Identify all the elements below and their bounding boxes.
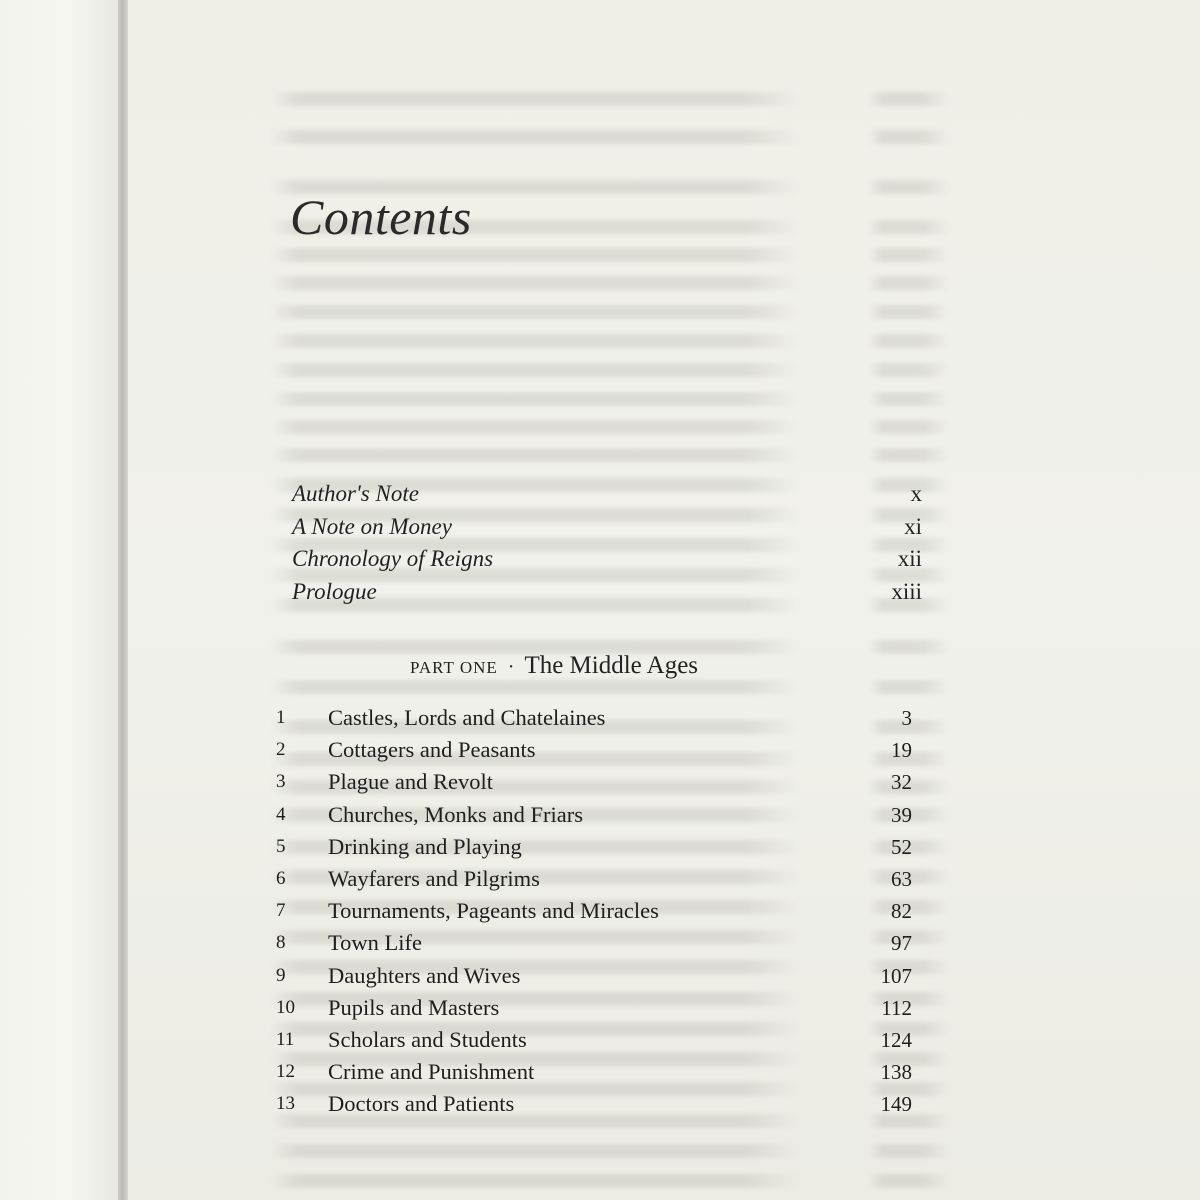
chapter-page: 39 (891, 802, 912, 827)
chapter-number: 10 (276, 996, 295, 1018)
chapter-page: 149 (880, 1092, 912, 1117)
chapter-entry (276, 1057, 912, 1089)
chapter-title: Wayfarers and Pilgrims (328, 865, 540, 891)
entry-page: x (910, 481, 922, 506)
entry-page: xiii (891, 578, 922, 604)
chapter-entry (276, 961, 912, 993)
chapter-entry (276, 1089, 912, 1121)
chapter-number: 5 (276, 835, 286, 857)
chapter-entry (276, 1025, 912, 1057)
chapter-title: Crime and Punishment (328, 1059, 535, 1085)
chapter-page: 112 (881, 995, 912, 1020)
entry-page: xi (904, 513, 922, 539)
chapter-page: 107 (880, 963, 912, 988)
chapter-title: Daughters and Wives (328, 962, 521, 988)
chapter-number: 1 (276, 707, 286, 728)
entry-page: xii (897, 546, 922, 571)
part-separator: · (507, 656, 515, 678)
chapter-entry (276, 735, 912, 767)
chapter-number: 9 (276, 964, 286, 986)
front-matter-list (292, 478, 922, 608)
chapter-entry (276, 832, 912, 864)
chapter-number: 13 (276, 1093, 295, 1115)
part-label: PART ONE (410, 658, 498, 677)
chapter-number: 3 (276, 771, 286, 793)
chapter-entry (276, 703, 912, 735)
chapter-title: Tournaments, Pageants and Miracles (328, 898, 659, 924)
entry-title: Author's Note (292, 481, 419, 506)
front-matter-entry (292, 511, 922, 544)
chapter-number: 6 (276, 867, 286, 889)
chapter-page: 3 (901, 706, 912, 730)
chapter-number: 7 (276, 900, 286, 922)
chapter-title: Pupils and Masters (328, 994, 500, 1020)
book-gutter (118, 0, 128, 1200)
chapter-list (276, 703, 912, 1121)
chapter-title: Doctors and Patients (328, 1091, 515, 1117)
entry-title: A Note on Money (292, 513, 452, 539)
chapter-page: 82 (891, 899, 912, 924)
chapter-page: 63 (891, 866, 912, 891)
chapter-entry (276, 767, 912, 799)
chapter-page: 97 (891, 931, 912, 956)
chapter-number: 2 (276, 739, 286, 761)
facing-page-edge (0, 0, 118, 1200)
chapter-entry (276, 864, 912, 896)
chapter-page: 124 (880, 1027, 912, 1052)
chapter-title: Scholars and Students (328, 1026, 527, 1052)
chapter-title: Churches, Monks and Friars (328, 801, 583, 827)
part-title: The Middle Ages (524, 652, 699, 679)
chapter-entry (276, 800, 912, 832)
page-title: Contents (290, 189, 472, 245)
chapter-number: 4 (276, 803, 286, 825)
chapter-title: Town Life (328, 930, 423, 956)
entry-title: Prologue (292, 578, 377, 604)
front-matter-entry (292, 478, 922, 511)
chapter-title: Plague and Revolt (328, 769, 493, 795)
chapter-page: 19 (891, 738, 912, 763)
chapter-number: 8 (276, 932, 286, 954)
chapter-page: 138 (880, 1060, 912, 1085)
chapter-page: 32 (891, 770, 912, 795)
front-matter-entry (292, 576, 922, 609)
part-heading (410, 652, 698, 680)
chapter-title: Drinking and Playing (328, 833, 522, 859)
front-matter-entry (292, 543, 922, 576)
chapter-entry (276, 993, 912, 1025)
chapter-number: 12 (276, 1061, 295, 1083)
entry-title: Chronology of Reigns (292, 546, 494, 571)
chapter-title: Cottagers and Peasants (328, 737, 536, 763)
chapter-entry (276, 896, 912, 928)
chapter-entry (276, 928, 912, 960)
chapter-number: 11 (276, 1028, 295, 1050)
chapter-page: 52 (891, 834, 912, 859)
chapter-title: Castles, Lords and Chatelaines (328, 705, 606, 730)
